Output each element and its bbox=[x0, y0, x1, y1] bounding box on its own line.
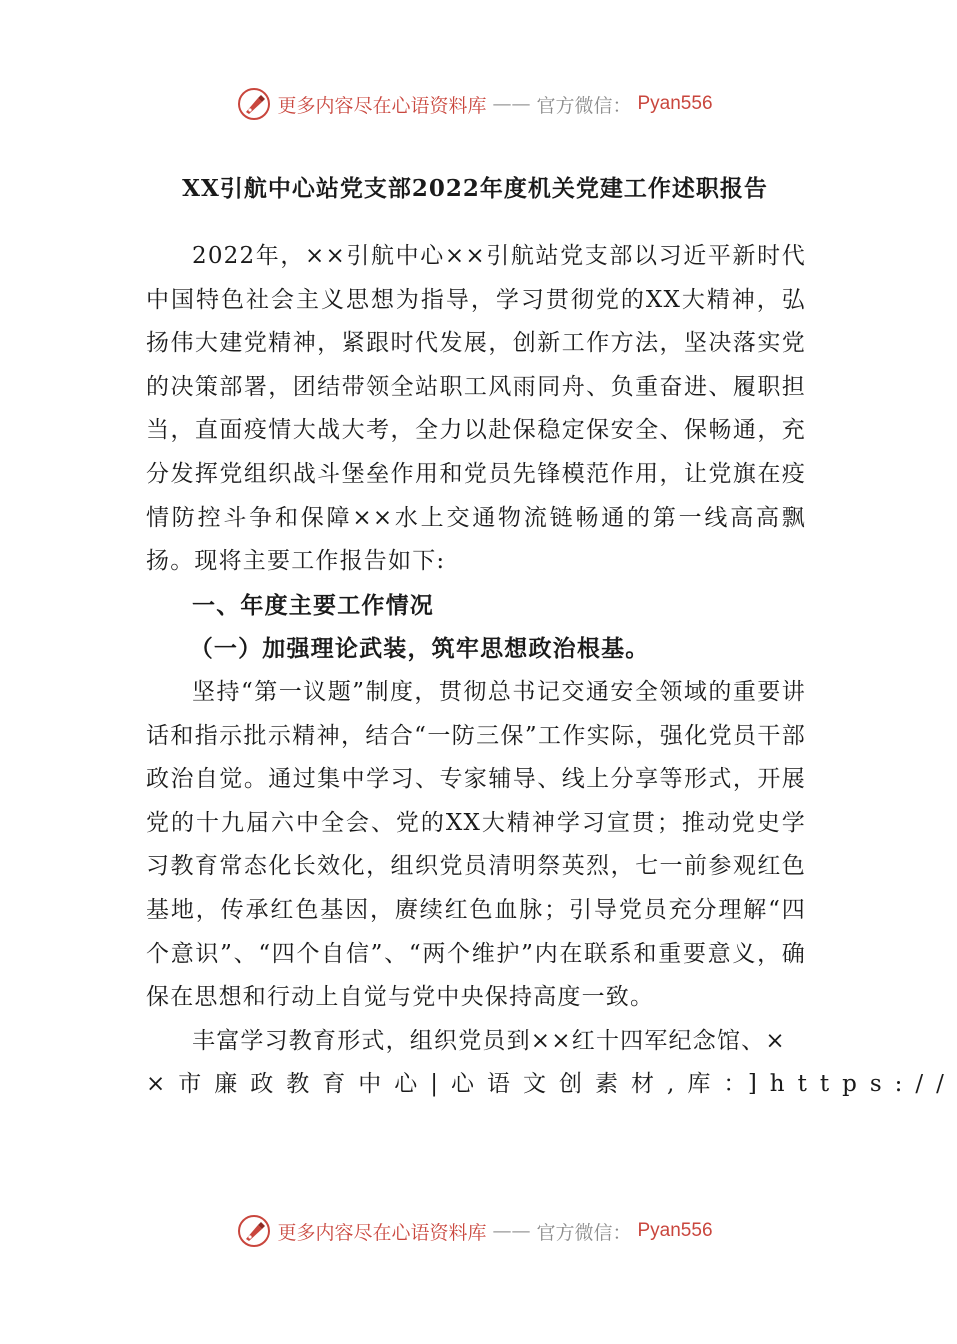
section-heading: 一、年度主要工作情况 bbox=[192, 591, 434, 619]
watermark-handle: Pyan556 bbox=[637, 93, 713, 114]
watermark-wechat-label: 官方微信： bbox=[536, 94, 632, 117]
watermark-dash: —— bbox=[492, 1220, 531, 1242]
body-paragraph: 坚持“第一议题”制度，贯彻总书记交通安全领域的重要讲话和指示批示精神，结合“一防三保”工作实际，强化党员干部政治自觉。通过集中学习、专家辅导、线上分享等形式，开展党的十九届六中全会、党的XX大精神学习宣贯；推动党史学习教育常态化长效化，组织党员清明祭英烈，七一前参观红色基地，传承红色基因，赓续红色血脉；引导党员充分理解“四个意识”、“四个自信”、“两个维护”内在联系和重要意义，确保在思想和行动上自觉与党中央保持高度一致。 bbox=[146, 678, 806, 1011]
watermark-banner-top bbox=[0, 84, 950, 124]
watermark-dash: —— bbox=[492, 93, 531, 115]
document-body bbox=[146, 235, 957, 1107]
watermark-text: 更多内容尽在心语资料库 bbox=[277, 1221, 487, 1244]
watermark-text: 更多内容尽在心语资料库 bbox=[277, 94, 487, 117]
intro-paragraph: 2022年，××引航中心××引航站党支部以习近平新时代中国特色社会主义思想为指导，学习贯彻党的XX大精神，弘扬伟大建党精神，紧跟时代发展，创新工作方法，坚决落实党的决策部署，团结带领全站职工风雨同舟、负重奋进、履职担当，直面疫情大战大考，全力以赴保稳定保安全、保畅通，充分发挥党组织战斗堡垒作用和党员先锋模范作用，让党旗在疫情防控斗争和保障××水上交通物流链畅通的第一线高高飘扬。现将主要工作报告如下: bbox=[146, 243, 806, 575]
watermark-handle: Pyan556 bbox=[637, 1220, 713, 1241]
watermark-banner-bottom bbox=[0, 1211, 950, 1251]
watermark-wechat-label: 官方微信： bbox=[536, 1221, 632, 1244]
body-paragraph-2-continued: ×市廉政教育中心|心语文创素材,库：]https:// bbox=[146, 1071, 957, 1098]
body-paragraph-2: 丰富学习教育形式，组织党员到××红十四军纪念馆、× bbox=[192, 1027, 786, 1054]
pen-nib-icon bbox=[237, 87, 271, 121]
pen-nib-icon bbox=[237, 1214, 271, 1248]
document-title: XX引航中心站党支部2022年度机关党建工作述职报告 bbox=[182, 175, 768, 202]
subsection-heading: （一）加强理论武装，筑牢思想政治根基。 bbox=[189, 635, 650, 663]
